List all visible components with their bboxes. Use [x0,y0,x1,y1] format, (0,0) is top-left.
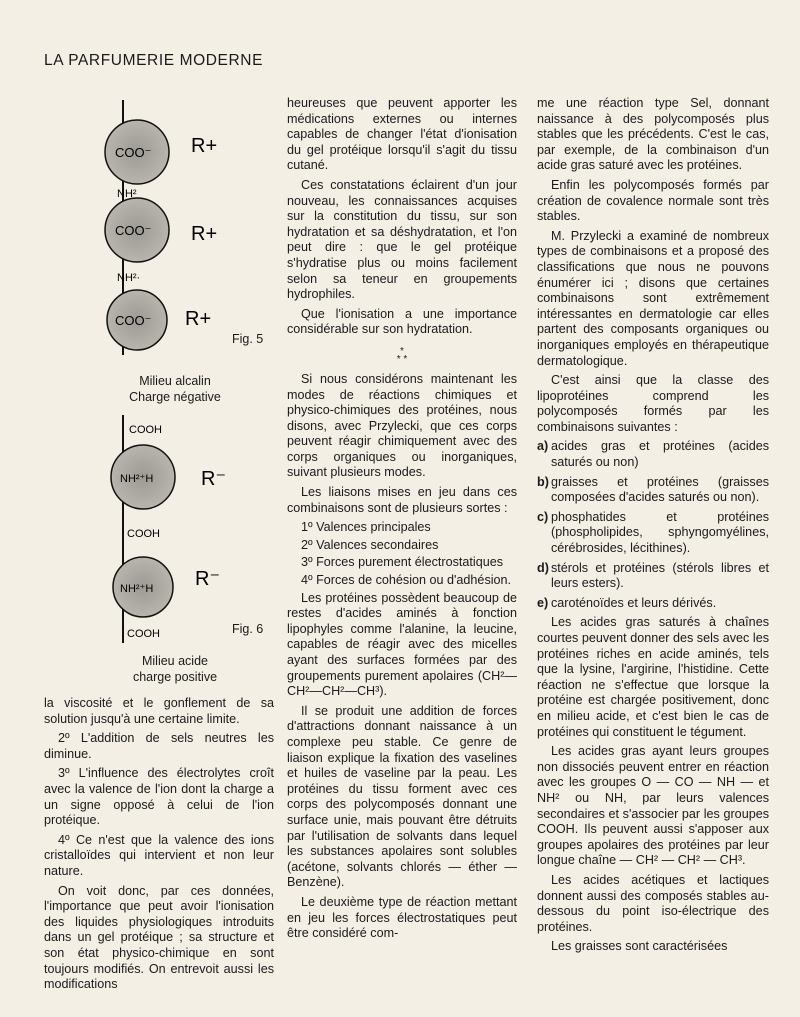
list-item: a) acides gras et protéines (acides saturés ou non) [537,439,769,470]
list-item: 1º Valences principales [301,520,431,535]
paragraph: On voit donc, par ces données, l'importance que peut avoir l'ionisation des liquides physiologiques introduits dans un gel protéique ; sa structure et son état physico-chimique en sont toujours modifiés. On entrevoit aussi les modifications [44,883,274,992]
column-1 [44,696,274,997]
list-item: 2º Valences secondaires [301,537,439,552]
paragraph: Enfin les polycomposés formés par création de covalence normale sont très stables. [537,177,769,224]
nh-h-label: NH²⁺H [120,583,154,595]
nh-label: NH²· [117,272,141,284]
paragraph: Les acides acétiques et lactiques donnent aussi des composés stables au-dessous du point iso-électrique des protéines. [537,872,769,934]
paragraph: 4º Ce n'est que la valence des ions cristalloïdes qui intervient et non leur nature. [44,832,274,878]
r-minus-label: R⁻ [201,468,226,490]
paragraph: 3º L'influence des électrolytes croît avec la valence de l'ion dont la charge a un signe opposé à celui de l'ion protéique. [44,766,274,828]
r-plus-label: R+ [191,135,218,157]
paragraph: Ces constatations éclairent d'un jour nouveau, les connaissances acquises sur la constitution du tissu, sur son hydratation et sa déshydratation, et l'on peut dire : que le gel protéique s'hydratise plus ou moins facilement selon sa teneur en groupements hydrophiles. [287,177,517,302]
paragraph: Le deuxième type de réaction mettant en jeu les forces électrostatiques peut être considéré com- [287,894,517,941]
column-2 [287,96,517,946]
paragraph: heureuses que peuvent apporter les médications externes ou internes capables de changer l'état d'ionisation du gel protéique lorsqu'il s'agit du tissu cutané. [287,96,517,173]
coo-label: COO⁻ [115,223,152,238]
paragraph: Si nous considérons maintenant les modes de réactions chimiques et physico-chimiques des protéines, nous disons, avec Przylecki, que ces corps peuvent réagir chimiquement avec des corps organiques ou inorganiques, suivant plusieurs modes. [287,371,517,480]
list-item: b) graisses et protéines (graisses composées d'acides saturés ou non). [537,474,769,505]
fig-6-caption: Milieu acide charge positive [132,654,218,684]
list-item: 4º Forces de cohésion ou d'adhésion. [301,573,512,588]
paragraph: 2º L'addition de sels neutres les diminue. [44,731,274,761]
paragraph: la viscosité et le gonflement de sa solution jusqu'à une certaine limite. [44,696,274,726]
paragraph: M. Przylecki a examiné de nombreux types de combinaisons et a proposé des classifications que nous ne pouvons énumérer ici ; disons que certaines combinaisons sont extrêmement intéressantes en dermatologie car elles partent des composants organiques ou inorganiques employés en thérapeutique dermatologique. [537,228,769,368]
paragraph: Il se produit une addition de forces d'attractions donnant naissance à un complexe peu stable. Ce genre de liaison explique la fixation des vaselines et huiles de vaseline par la peau. Les protéines du tissu forment avec ces corps des polycomposés donnant une surface unie, mais pouvant être détruits par l'utilisation de solvants dans lequel les substances apolaires sont solubles (acétone, solvants chlorés — éther — Benzène). [287,703,517,890]
paragraph: C'est ainsi que la classe des lipoprotéines comprend les polycomposés formés par les combinaisons suivantes : [537,373,769,434]
fig-5-caption: Milieu alcalin Charge négative [129,374,221,404]
paragraph: Les graisses sont caractérisées [551,939,728,954]
column-3 [537,96,769,959]
list-item: d) stérols et protéines (stérols libres et leurs esters). [537,560,769,591]
paragraph: me une réaction type Sel, donnant naissance à des polycomposés plus stables que les précédents. C'est le cas, par exemple, de la combinaison d'un acide gras saturé avec les protéines. [537,96,769,173]
r-plus-label: R+ [185,308,212,330]
nh-label: NH² [117,188,137,200]
coo-label: COO⁻ [115,313,152,328]
coo-label: COO⁻ [115,145,152,160]
paragraph: Les acides gras ayant leurs groupes non dissociés peuvent entrer en réaction avec les groupes O — CO — NH — et NH² ou NH, par leurs valences secondaires et s'associer par les groupes COOH. Ils peuvent aussi s'apposer aux groupes apolaires des protéines par leur longue chaîne — CH² — CH² — CH³. [537,744,769,868]
paragraph: Les acides gras saturés à chaînes courtes peuvent donner des sels avec les protéines riches en acide aminés, tels que la lysine, l'argirine, l'histidine. Cette réaction ne s'effectue que lorsque la protéine est chargée positivement, donc en milieu acide, et c'est bien le cas de protéines qui constituent le tégument. [537,615,769,739]
paragraph: Les protéines possèdent beaucoup de restes d'acides aminés à fonction lipophyles comme l'alanine, la leucine, capables de réagir avec des micelles ayant des surfaces formées par des groupements purement apolaires (CH²—CH²—CH²—CH³). [287,590,517,699]
fig-5-label: Fig. 5 [232,332,264,346]
paragraph: Les liaisons mises en jeu dans ces combinaisons sont de plusieurs sortes : [287,485,517,515]
cooh-label: COOH [127,528,160,540]
fig-6-label: Fig. 6 [232,622,264,636]
nh-h-label: NH²⁺H [120,473,154,485]
paragraph: Que l'ionisation a une importance considérable sur son hydratation. [287,306,517,337]
list-item: e) caroténoïdes et leurs dérivés. [537,595,717,610]
figure-5-diagram [95,100,255,360]
list-item: c) phosphatides et protéines (phospholipides, sphyngomyélines, cérébrosides, lécithines). [537,509,769,556]
figure-6-diagram [95,415,255,645]
cooh-label: COOH [127,628,160,640]
cooh-label: COOH [129,424,162,436]
page-header: LA PARFUMERIE MODERNE [44,52,264,69]
r-plus-label: R+ [191,223,218,245]
list-item: 3º Forces purement électrostatiques [301,555,503,570]
section-separator: * * * [396,345,408,365]
r-minus-label: R⁻ [195,568,220,590]
